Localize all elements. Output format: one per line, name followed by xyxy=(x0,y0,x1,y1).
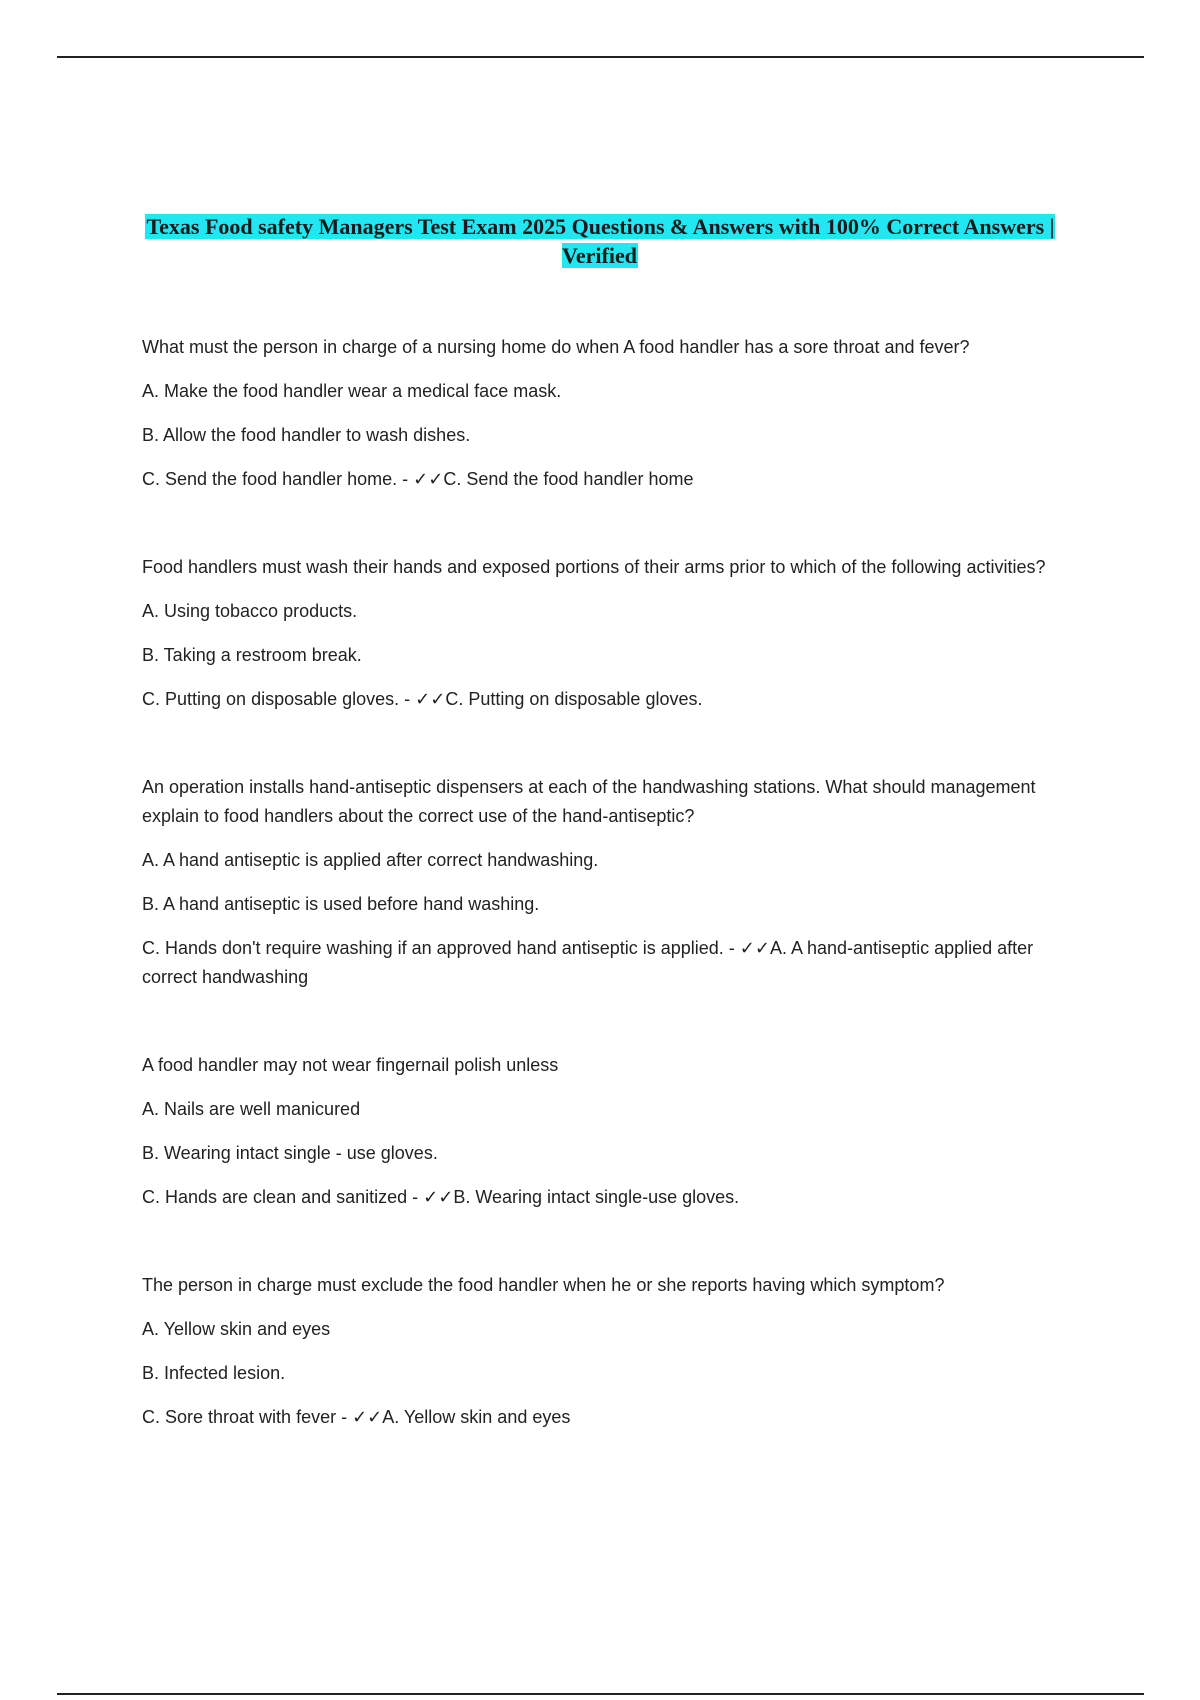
option-c-answer: C. Send the food handler home. - ✓✓C. Send the food handler home xyxy=(142,469,694,489)
option-b: B. Infected lesion. xyxy=(142,1363,286,1383)
option-c-answer: C. Hands don't require washing if an approved hand antiseptic is applied. - ✓✓A. A hand-antiseptic applied after correct handwashing xyxy=(142,938,1034,987)
question-text: An operation installs hand-antiseptic dispensers at each of the handwashing stations. What should management explain to food handlers about the correct use of the hand-antiseptic? xyxy=(142,777,1036,826)
question-text: What must the person in charge of a nursing home do when A food handler has a sore throat and fever? xyxy=(142,337,970,357)
option-b: B. Wearing intact single - use gloves. xyxy=(142,1143,438,1163)
document-title xyxy=(120,212,1080,270)
footer-rule xyxy=(57,1693,1144,1695)
question-text: Food handlers must wash their hands and exposed portions of their arms prior to which of the following activities? xyxy=(142,557,1046,577)
question-block-3 xyxy=(142,773,1072,992)
option-c-answer: C. Putting on disposable gloves. - ✓✓C. Putting on disposable gloves. xyxy=(142,689,703,709)
question-text: The person in charge must exclude the food handler when he or she reports having which symptom? xyxy=(142,1275,945,1295)
question-block-5 xyxy=(142,1271,1072,1432)
question-block-4 xyxy=(142,1051,1072,1212)
header-rule xyxy=(57,56,1144,58)
option-a: A. Yellow skin and eyes xyxy=(142,1319,331,1339)
option-c-answer: C. Hands are clean and sanitized - ✓✓B. Wearing intact single-use gloves. xyxy=(142,1187,740,1207)
option-b: B. Taking a restroom break. xyxy=(142,645,362,665)
option-a: A. A hand antiseptic is applied after correct handwashing. xyxy=(142,850,599,870)
title-highlight: Texas Food safety Managers Test Exam 2025 Questions & Answers with 100% Correct Answers | Verified xyxy=(146,214,1055,268)
option-b: B. Allow the food handler to wash dishes. xyxy=(142,425,471,445)
question-block-2 xyxy=(142,553,1072,714)
option-b: B. A hand antiseptic is used before hand washing. xyxy=(142,894,540,914)
option-a: A. Make the food handler wear a medical face mask. xyxy=(142,381,562,401)
question-list xyxy=(142,333,1072,1432)
question-block-1 xyxy=(142,333,1072,494)
option-a: A. Nails are well manicured xyxy=(142,1099,361,1119)
option-a: A. Using tobacco products. xyxy=(142,601,358,621)
question-text: A food handler may not wear fingernail polish unless xyxy=(142,1055,559,1075)
option-c-answer: C. Sore throat with fever - ✓✓A. Yellow skin and eyes xyxy=(142,1407,571,1427)
